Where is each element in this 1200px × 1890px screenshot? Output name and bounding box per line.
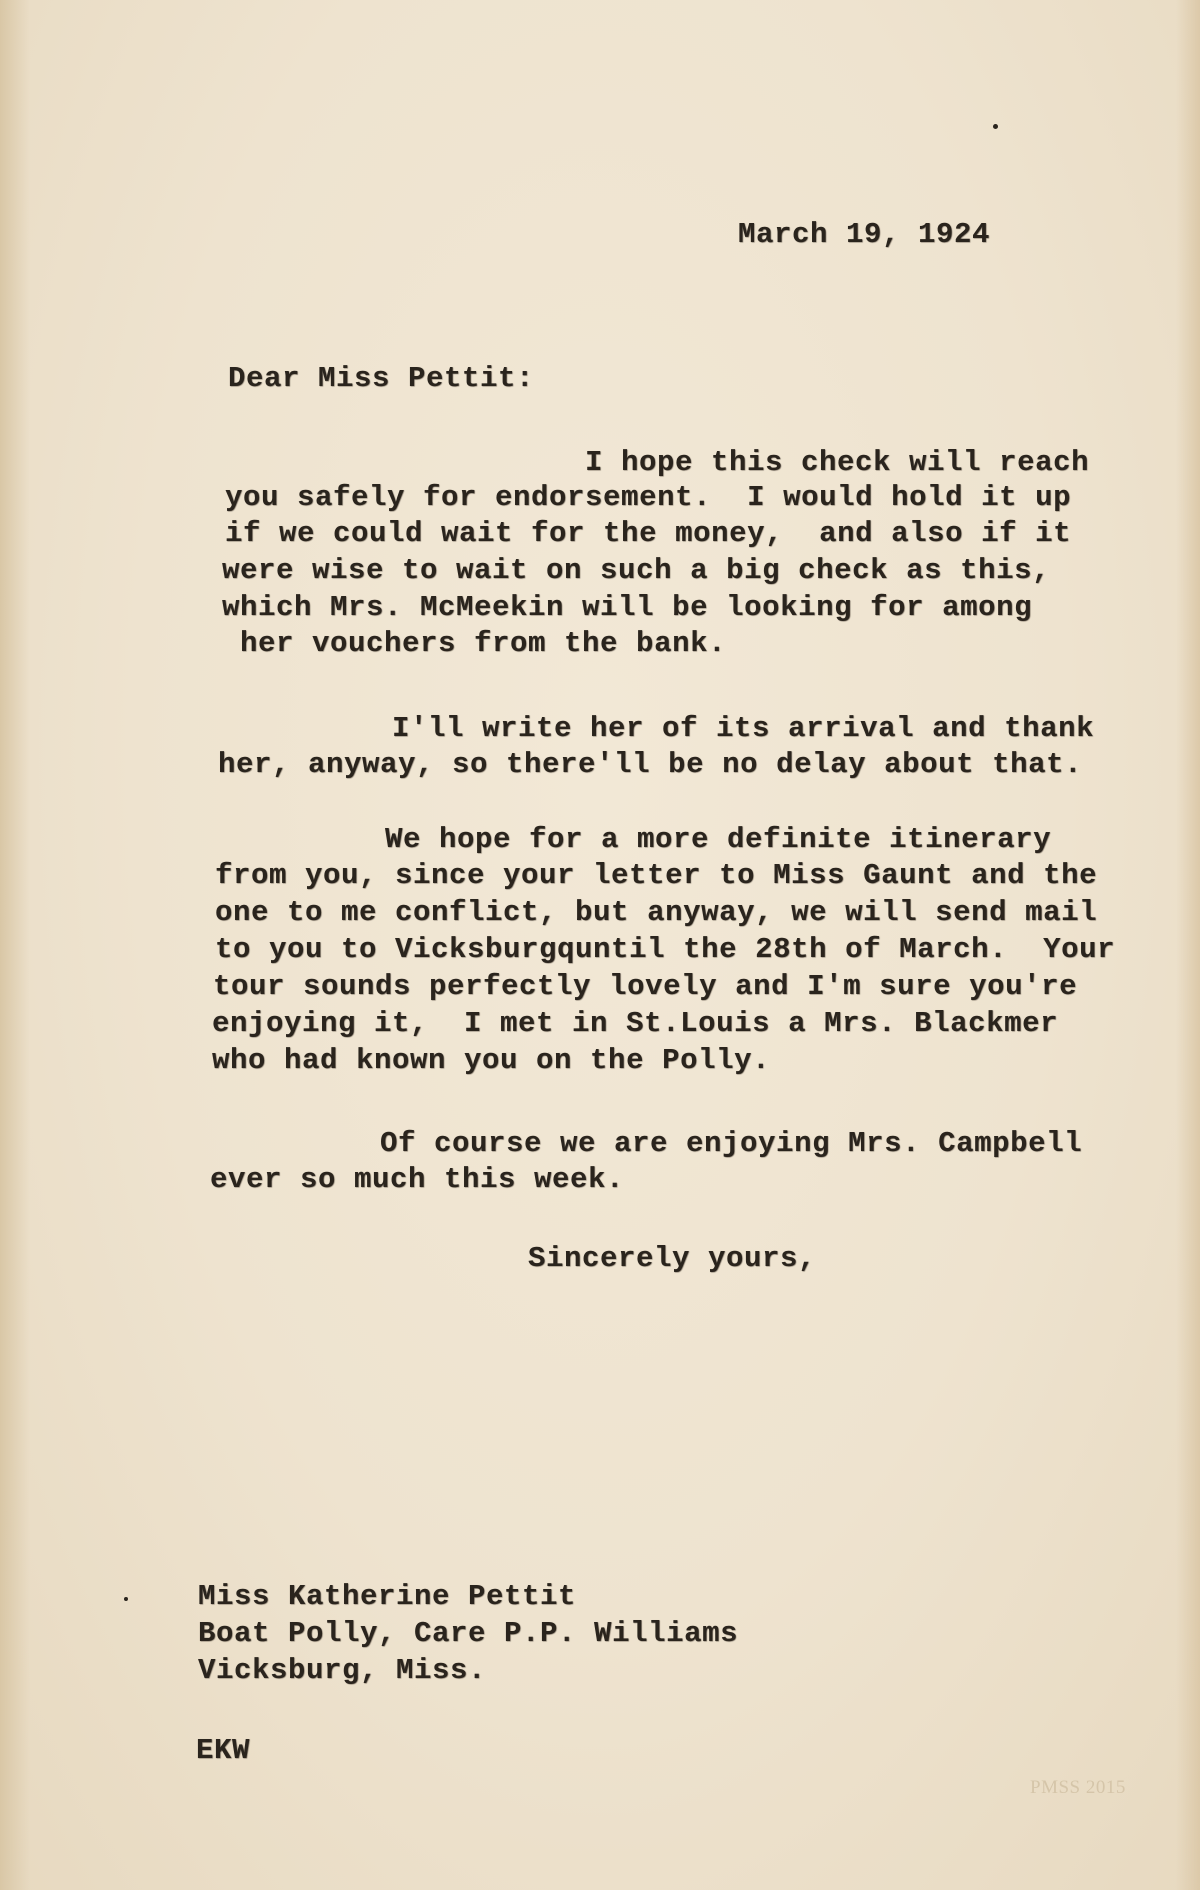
paragraph-line: to you to Vicksburgquntil the 28th of March. Your bbox=[215, 933, 1116, 966]
letter-date: March 19, 1924 bbox=[738, 218, 991, 251]
paragraph-line: her vouchers from the bank. bbox=[240, 627, 727, 660]
paragraph-line: Of course we are enjoying Mrs. Campbell bbox=[380, 1127, 1083, 1160]
address-line: Boat Polly, Care P.P. Williams bbox=[198, 1617, 739, 1650]
paragraph-line: were wise to wait on such a big check as this, bbox=[222, 554, 1051, 587]
paragraph-line: We hope for a more definite itinerary bbox=[385, 823, 1052, 856]
ink-speck bbox=[993, 124, 998, 129]
paper-edge-left bbox=[0, 0, 30, 1890]
paragraph-line: if we could wait for the money, and also if it bbox=[225, 517, 1072, 550]
typist-initials: EKW bbox=[196, 1734, 251, 1767]
paragraph-line: you safely for endorsement. I would hold it up bbox=[225, 481, 1072, 514]
paragraph-line: enjoying it, I met in St.Louis a Mrs. Blackmer bbox=[212, 1007, 1059, 1040]
paragraph-line: ever so much this week. bbox=[210, 1163, 625, 1196]
paper-edge-right bbox=[1176, 0, 1200, 1890]
paragraph-line: which Mrs. McMeekin will be looking for among bbox=[222, 591, 1033, 624]
address-line: Miss Katherine Pettit bbox=[198, 1580, 577, 1613]
paragraph-line: I'll write her of its arrival and thank bbox=[392, 712, 1095, 745]
archive-watermark: PMSS 2015 bbox=[1030, 1777, 1126, 1798]
salutation: Dear Miss Pettit: bbox=[228, 362, 535, 395]
paragraph-line: one to me conflict, but anyway, we will send mail bbox=[215, 896, 1098, 929]
paragraph-line: I hope this check will reach bbox=[585, 446, 1090, 479]
paragraph-line: tour sounds perfectly lovely and I'm sure you're bbox=[213, 970, 1078, 1003]
paragraph-line: who had known you on the Polly. bbox=[212, 1044, 771, 1077]
paragraph-line: her, anyway, so there'll be no delay about that. bbox=[218, 748, 1083, 781]
closing: Sincerely yours, bbox=[528, 1242, 817, 1275]
paragraph-line: from you, since your letter to Miss Gaunt and the bbox=[215, 859, 1098, 892]
address-line: Vicksburg, Miss. bbox=[198, 1654, 487, 1687]
ink-speck bbox=[124, 1597, 128, 1601]
